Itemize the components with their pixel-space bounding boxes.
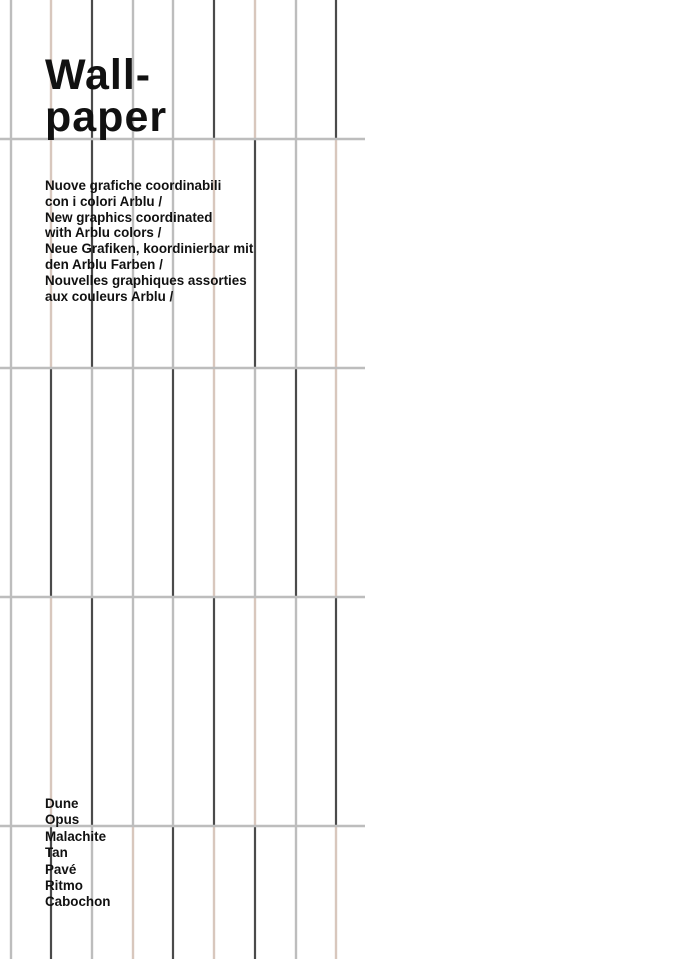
subtitle-line: aux couleurs Arblu / [45, 288, 174, 304]
subtitle-text-block [45, 178, 253, 304]
subtitle-line: Nouvelles graphiques assorties [45, 272, 247, 288]
product-list [45, 796, 110, 911]
product-item-dune: Dune [45, 796, 79, 811]
product-item-tan: Tan [45, 845, 68, 861]
product-item-cabochon: Cabochon [45, 894, 111, 910]
subtitle-line: New graphics coordinated [45, 209, 213, 225]
product-item-malachite: Malachite [45, 828, 107, 844]
product-item-opus: Opus [45, 812, 80, 828]
product-item-ritmo: Ritmo [45, 878, 83, 894]
subtitle-line: with Arblu colors / [45, 225, 162, 241]
subtitle-line: Nuove grafiche coordinabili [45, 178, 222, 193]
subtitle-line: den Arblu Farben / [45, 256, 163, 272]
subtitle-line: con i colori Arblu / [45, 193, 163, 209]
title-line-2: paper [45, 93, 168, 141]
product-item-pave: Pavé [45, 861, 77, 877]
title-line-1: Wall- [45, 51, 152, 99]
subtitle-line: Neue Grafiken, koordinierbar mit [45, 241, 254, 257]
page-title [45, 51, 168, 141]
